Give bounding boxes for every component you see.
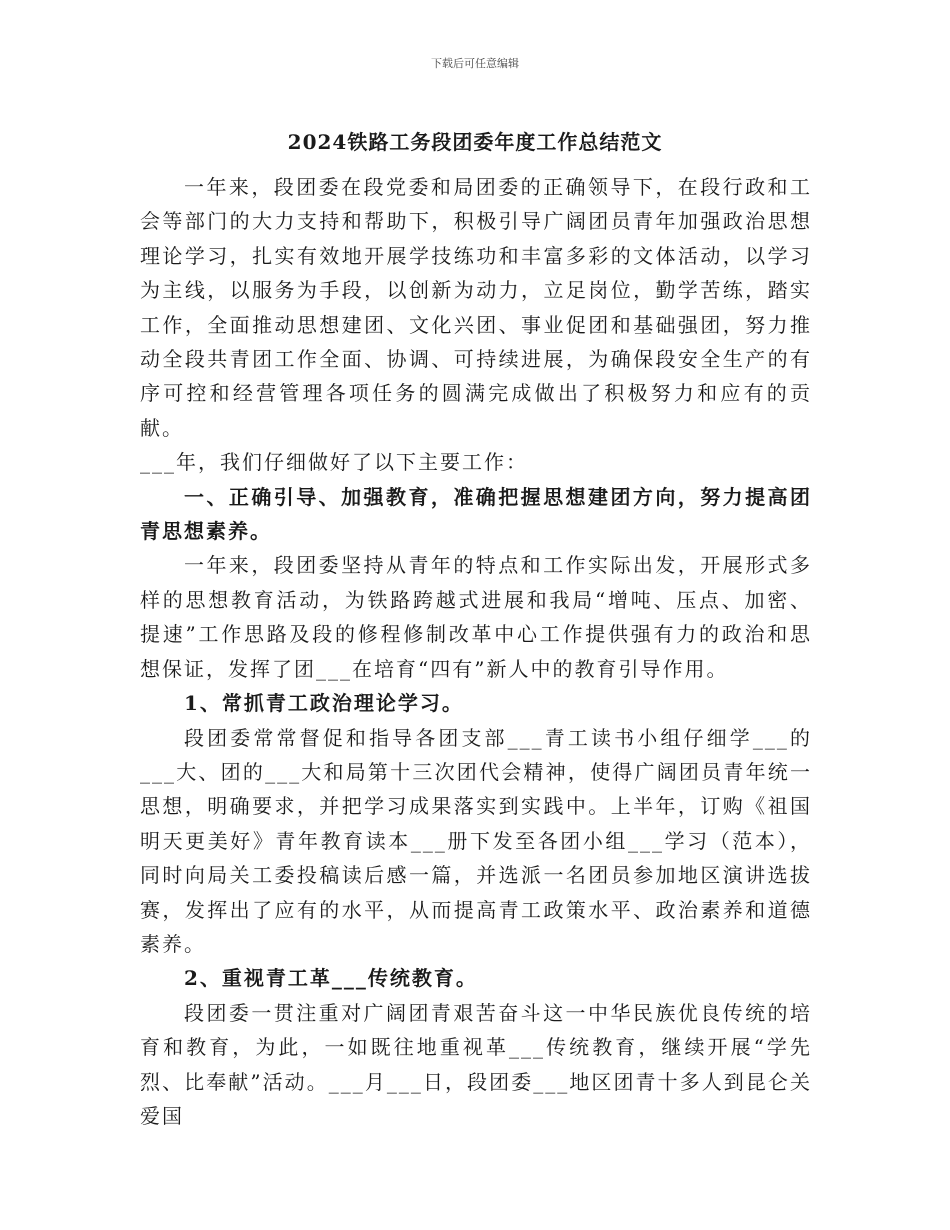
page-header-note: 下载后可任意编辑 [431,57,519,70]
paragraph-section-1: 一年来，段团委坚持从青年的特点和工作实际出发，开展形式多样的思想教育活动，为铁路跨越式进展和我局“增吨、压点、加密、提速”工作思路及段的修程修制改革中心工作提供强有力的政治和思想保证，发挥了团___在培育“四有”新人中的教育引导作用。 [140,553,812,681]
subheading-2: 2、重视青工革___传统教育。 [184,966,478,991]
subheading-1: 1、常抓青工政治理论学习。 [184,691,464,716]
paragraph-work-summary: ___年，我们仔细做好了以下主要工作： [140,450,528,475]
paragraph-subsection-2: 段团委一贯注重对广阔团青艰苦奋斗这一中华民族优良传统的培育和教育，为此，一如既往地重视革___传统教育，继续开展“学先烈、比奉献”活动。___月___日，段团委___地区团青十多人到昆仑关爱国 [140,1000,812,1128]
document-title: 2024铁路工务段团委年度工作总结范文 [287,130,663,154]
paragraph-intro: 一年来，段团委在段党委和局团委的正确领导下，在段行政和工会等部门的大力支持和帮助下，积极引导广阔团员青年加强政治思想理论学习，扎实有效地开展学技练功和丰富多彩的文体活动，以学习为主线，以服务为手段，以创新为动力，立足岗位，勤学苦练，踏实工作，全面推动思想建团、文化兴团、事业促团和基础强团，努力推动全段共青团工作全面、协调、可持续进展，为确保段安全生产的有序可控和经营管理各项任务的圆满完成做出了积极努力和应有的贡献。 [140,175,812,440]
section-heading-1: 一、正确引导、加强教育，准确把握思想建团方向，努力提高团青思想素养。 [140,484,812,544]
paragraph-subsection-1: 段团委常常督促和指导各团支部___青工读书小组仔细学___的___大、团的___大和局第十三次团代会精神，使得广阔团员青年统一思想，明确要求，并把学习成果落实到实践中。上半年，订购《祖国明天更美好》青年教育读本___册下发至各团小组___学习（范本），同时向局关工委投稿读后感一篇，并选派一名团员参加地区演讲选拔赛，发挥出了应有的水平，从而提高青工政策水平、政治素养和道德素养。 [140,725,812,956]
document-body [140,170,812,1133]
